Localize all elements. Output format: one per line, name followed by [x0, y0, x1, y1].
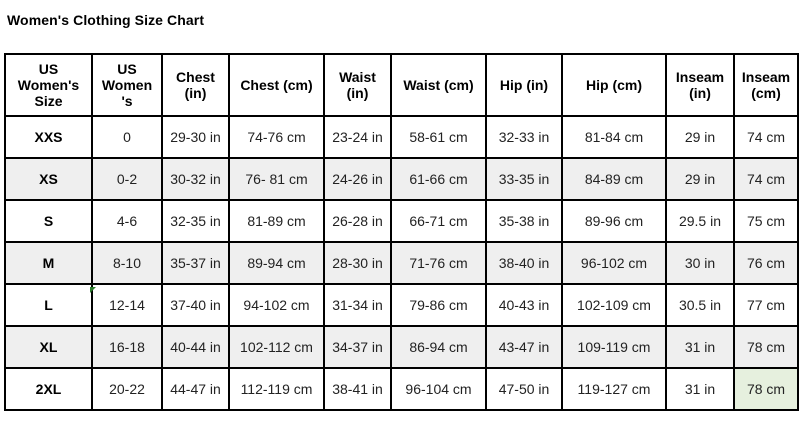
cell-us-womens: 0-2	[92, 158, 162, 200]
cell-inseam-cm: 78 cm	[734, 368, 798, 410]
cell-chest-cm: 81-89 cm	[229, 200, 324, 242]
cell-us-womens: 12-14	[92, 284, 162, 326]
cell-size: 2XL	[5, 368, 92, 410]
table-row	[5, 284, 798, 326]
cell-size: XXS	[5, 116, 92, 158]
size-chart-table	[4, 53, 799, 411]
header-inseam-cm: Inseam (cm)	[734, 54, 798, 116]
cell-inseam-cm: 75 cm	[734, 200, 798, 242]
header-chest-in: Chest (in)	[162, 54, 229, 116]
cell-hip-in: 40-43 in	[486, 284, 562, 326]
cell-size: XS	[5, 158, 92, 200]
cell-hip-in: 47-50 in	[486, 368, 562, 410]
cell-us-womens: 0	[92, 116, 162, 158]
cell-waist-cm: 79-86 cm	[391, 284, 486, 326]
table-body	[5, 116, 798, 410]
cell-chest-in: 29-30 in	[162, 116, 229, 158]
cell-inseam-cm: 78 cm	[734, 326, 798, 368]
cell-chest-cm: 74-76 cm	[229, 116, 324, 158]
cell-hip-in: 33-35 in	[486, 158, 562, 200]
cell-hip-cm: 96-102 cm	[562, 242, 666, 284]
cell-chest-cm: 76- 81 cm	[229, 158, 324, 200]
cell-hip-cm: 119-127 cm	[562, 368, 666, 410]
cell-size: XL	[5, 326, 92, 368]
cell-chest-in: 35-37 in	[162, 242, 229, 284]
cell-chest-in: 37-40 in	[162, 284, 229, 326]
table-row	[5, 116, 798, 158]
cell-waist-cm: 86-94 cm	[391, 326, 486, 368]
cell-inseam-cm: 74 cm	[734, 116, 798, 158]
cell-waist-cm: 58-61 cm	[391, 116, 486, 158]
header-row	[5, 54, 798, 116]
cell-chest-cm: 102-112 cm	[229, 326, 324, 368]
cell-hip-cm: 89-96 cm	[562, 200, 666, 242]
cell-size: M	[5, 242, 92, 284]
cell-waist-in: 28-30 in	[324, 242, 391, 284]
header-us-womens: US Women 's	[92, 54, 162, 116]
header-us-womens-size: US Women's Size	[5, 54, 92, 116]
cell-us-womens: 16-18	[92, 326, 162, 368]
cell-hip-in: 32-33 in	[486, 116, 562, 158]
cell-inseam-in: 29.5 in	[666, 200, 734, 242]
cell-inseam-cm: 74 cm	[734, 158, 798, 200]
cell-hip-cm: 81-84 cm	[562, 116, 666, 158]
cell-us-womens: 8-10	[92, 242, 162, 284]
cell-inseam-in: 31 in	[666, 326, 734, 368]
page-title: Women's Clothing Size Chart	[7, 12, 205, 28]
header-chest-cm: Chest (cm)	[229, 54, 324, 116]
cell-hip-in: 38-40 in	[486, 242, 562, 284]
cell-waist-cm: 66-71 cm	[391, 200, 486, 242]
cell-waist-cm: 71-76 cm	[391, 242, 486, 284]
cell-waist-cm: 96-104 cm	[391, 368, 486, 410]
table-row	[5, 242, 798, 284]
cell-waist-in: 23-24 in	[324, 116, 391, 158]
cell-hip-in: 35-38 in	[486, 200, 562, 242]
cell-chest-cm: 94-102 cm	[229, 284, 324, 326]
cell-hip-cm: 109-119 cm	[562, 326, 666, 368]
cell-inseam-in: 31 in	[666, 368, 734, 410]
cell-hip-cm: 84-89 cm	[562, 158, 666, 200]
cell-chest-in: 30-32 in	[162, 158, 229, 200]
header-inseam-in: Inseam (in)	[666, 54, 734, 116]
cell-waist-in: 26-28 in	[324, 200, 391, 242]
cell-us-womens: 4-6	[92, 200, 162, 242]
cell-chest-cm: 112-119 cm	[229, 368, 324, 410]
cell-chest-cm: 89-94 cm	[229, 242, 324, 284]
cell-hip-in: 43-47 in	[486, 326, 562, 368]
table-row	[5, 326, 798, 368]
table-row	[5, 368, 798, 410]
header-hip-in: Hip (in)	[486, 54, 562, 116]
cell-size: S	[5, 200, 92, 242]
cell-size: L	[5, 284, 92, 326]
cell-corner-marker	[90, 287, 96, 293]
cell-waist-in: 34-37 in	[324, 326, 391, 368]
header-waist-cm: Waist (cm)	[391, 54, 486, 116]
cell-waist-in: 38-41 in	[324, 368, 391, 410]
header-hip-cm: Hip (cm)	[562, 54, 666, 116]
cell-us-womens: 20-22	[92, 368, 162, 410]
cell-hip-cm: 102-109 cm	[562, 284, 666, 326]
cell-waist-cm: 61-66 cm	[391, 158, 486, 200]
cell-inseam-in: 29 in	[666, 158, 734, 200]
cell-chest-in: 40-44 in	[162, 326, 229, 368]
cell-inseam-in: 29 in	[666, 116, 734, 158]
table-row	[5, 200, 798, 242]
cell-inseam-in: 30.5 in	[666, 284, 734, 326]
cell-inseam-cm: 76 cm	[734, 242, 798, 284]
header-waist-in: Waist (in)	[324, 54, 391, 116]
cell-inseam-cm: 77 cm	[734, 284, 798, 326]
cell-waist-in: 24-26 in	[324, 158, 391, 200]
cell-chest-in: 44-47 in	[162, 368, 229, 410]
cell-inseam-in: 30 in	[666, 242, 734, 284]
cell-chest-in: 32-35 in	[162, 200, 229, 242]
cell-waist-in: 31-34 in	[324, 284, 391, 326]
table-row	[5, 158, 798, 200]
